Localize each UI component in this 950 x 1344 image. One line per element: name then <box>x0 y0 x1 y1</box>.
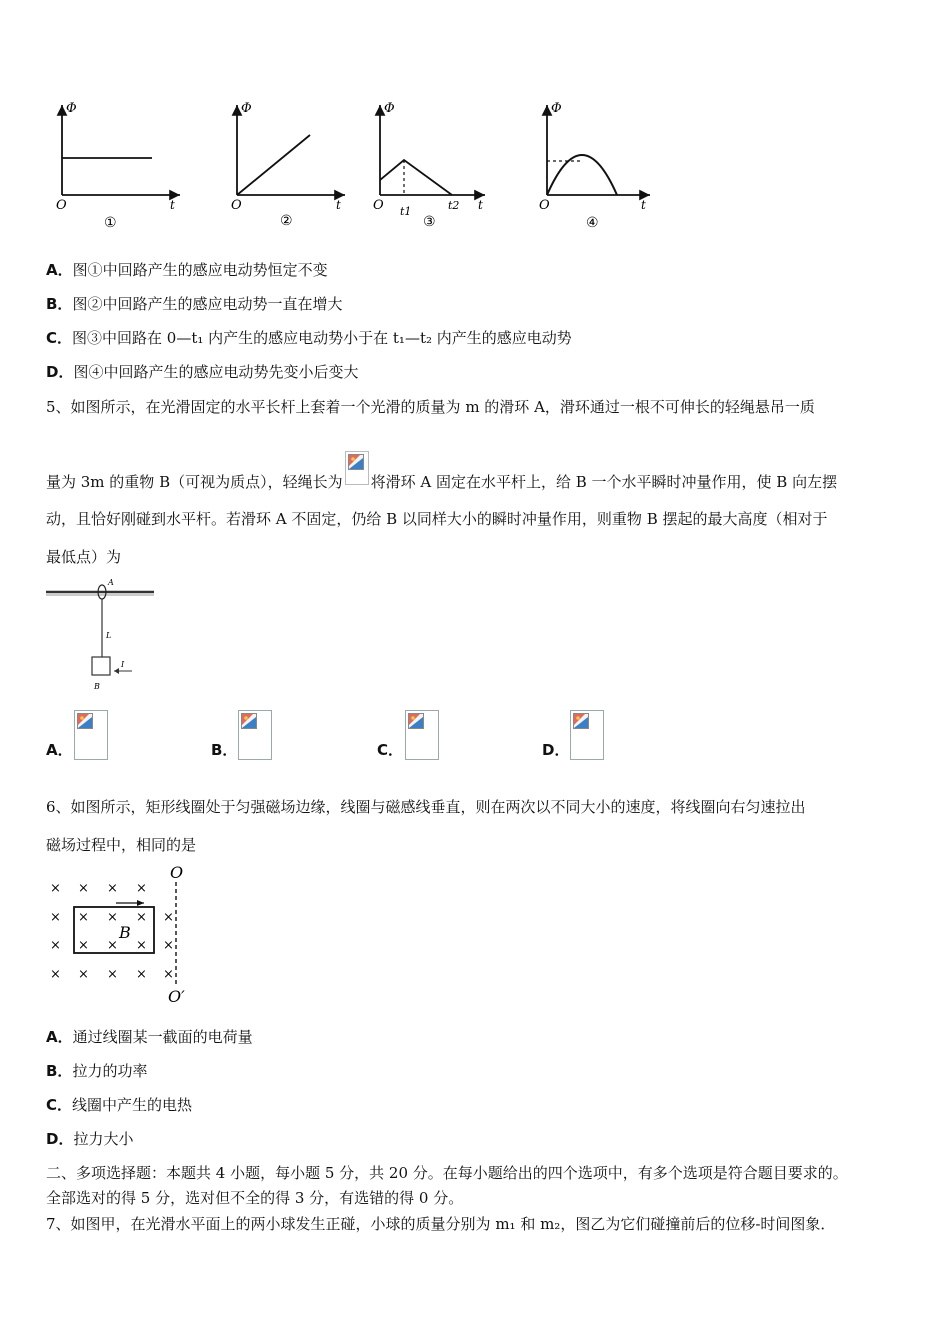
broken-image-icon <box>573 713 589 729</box>
formula-image-placeholder <box>345 451 369 485</box>
graph-3-phi: Φ <box>384 101 395 116</box>
q6-option-c-label: C． <box>46 1096 73 1114</box>
q4-option-d-label: D． <box>46 363 74 381</box>
q5-option-d-label: D． <box>542 741 570 759</box>
q6-line-1: 6、如图所示，矩形线圈处于匀强磁场边缘，线圈与磁感线垂直，则在两次以不同大小的速度，将线圈向右匀速拉出 <box>46 798 806 816</box>
graph-2-t: t <box>336 198 341 212</box>
q6-option-b-label: B． <box>46 1062 73 1080</box>
q7-line-1: 7、如图甲，在光滑水平面上的两小球发生正碰，小球的质量分别为 m₁ 和 m₂，图乙为它们碰撞前后的位移-时间图象． <box>46 1215 836 1233</box>
broken-image-icon <box>408 713 424 729</box>
q5-line-2a: 量为 3m 的重物 B（可视为质点），轻绳长为 <box>46 473 343 491</box>
field-cross: × <box>163 967 174 982</box>
field-cross: × <box>78 938 89 953</box>
graph-3-t2: t2 <box>448 199 460 212</box>
q5-line-2 <box>46 459 837 493</box>
q6-option-b-text: 拉力的功率 <box>72 1062 148 1080</box>
flux-graphs-svg <box>40 95 680 235</box>
q5-label-i: I <box>121 660 125 669</box>
q6-line-2: 磁场过程中，相同的是 <box>46 836 197 854</box>
graph-4-t: t <box>641 198 646 212</box>
q4-option-c <box>46 328 572 348</box>
q5-option-c-label: C． <box>377 741 404 759</box>
graph-2 <box>231 101 345 229</box>
broken-image-icon <box>348 454 364 470</box>
q4-option-b-label: B． <box>46 295 73 313</box>
q5-label-b: B <box>94 682 100 691</box>
q6-option-a-label: A． <box>46 1028 73 1046</box>
label-o-prime: O′ <box>168 987 185 1006</box>
q6-figure-svg <box>44 860 204 1010</box>
q6-option-c <box>46 1095 192 1115</box>
field-cross: × <box>78 910 89 925</box>
q4-option-d-text: 图④中回路产生的感应电动势先变小后变大 <box>73 363 359 381</box>
graph-1-t: t <box>170 198 175 212</box>
field-cross: × <box>50 967 61 982</box>
q5-line-1: 5、如图所示，在光滑固定的水平长杆上套着一个光滑的质量为 m 的滑环 A，滑环通过一根不可伸长的轻绳悬吊一质 <box>46 398 815 416</box>
q4-option-a-label: A． <box>46 261 73 279</box>
q4-option-b <box>46 294 342 314</box>
graph-3-t: t <box>478 198 483 212</box>
q5-label-l: L <box>106 631 112 640</box>
label-o: O <box>170 863 184 882</box>
q6-option-d <box>46 1129 133 1149</box>
q6-figure <box>44 860 204 1010</box>
q4-option-a-text: 图①中回路产生的感应电动势恒定不变 <box>72 261 328 279</box>
graph-2-phi: Φ <box>241 101 252 116</box>
graph-4 <box>539 101 650 231</box>
graph-1-phi: Φ <box>66 101 77 116</box>
q5-figure <box>44 575 164 695</box>
q6-option-d-label: D． <box>46 1130 74 1148</box>
graph-4-origin: O <box>539 198 550 213</box>
q5-line-2b: 将滑环 A 固定在水平杆上，给 B 一个水平瞬时冲量作用，使 B 向左摆 <box>370 473 838 491</box>
q5-option-c-image <box>405 710 439 760</box>
broken-image-icon <box>77 713 93 729</box>
q5-label-a: A <box>108 578 114 587</box>
q5-option-d <box>542 739 569 760</box>
q5-line-3: 动，且恰好刚碰到水平杆。若滑环 A 不固定，仍给 B 以同样大小的瞬时冲量作用，则重物 B 摆起的最大高度（相对于 <box>46 510 828 528</box>
graph-3 <box>373 101 485 230</box>
q4-option-c-text: 图③中回路在 0—t₁ 内产生的感应电动势小于在 t₁—t₂ 内产生的感应电动势 <box>72 329 572 347</box>
q5-option-a-label: A． <box>46 741 73 759</box>
field-cross: × <box>50 910 61 925</box>
q5-option-b-image <box>238 710 272 760</box>
graph-3-t1: t1 <box>400 205 412 218</box>
q6-option-b <box>46 1061 147 1081</box>
section-2-line-1: 二、多项选择题：本题共 4 小题，每小题 5 分，共 20 分。在每小题给出的四个选项中，有多个选项是符合题目要求的。 <box>46 1164 848 1182</box>
flux-graphs <box>40 95 680 235</box>
field-cross: × <box>136 938 147 953</box>
field-cross: × <box>78 881 89 896</box>
q6-option-a <box>46 1027 253 1047</box>
graph-3-origin: O <box>373 198 384 213</box>
graph-1-origin: O <box>56 198 67 213</box>
field-cross: × <box>78 967 89 982</box>
q5-option-a <box>46 739 73 760</box>
graph-2-caption: ② <box>280 213 293 229</box>
field-cross: × <box>107 910 118 925</box>
q6-option-a-text: 通过线圈某一截面的电荷量 <box>72 1028 253 1046</box>
graph-3-line <box>380 160 452 195</box>
broken-image-icon <box>241 713 257 729</box>
field-cross: × <box>50 881 61 896</box>
field-cross: × <box>107 881 118 896</box>
q5-line-4: 最低点）为 <box>46 548 122 566</box>
q5-option-c <box>377 739 403 760</box>
graph-4-caption: ④ <box>586 215 599 231</box>
q4-option-c-label: C． <box>46 329 73 347</box>
field-cross: × <box>163 910 174 925</box>
field-cross: × <box>107 967 118 982</box>
graph-2-line <box>237 135 310 195</box>
graph-2-origin: O <box>231 198 242 213</box>
field-cross: × <box>136 967 147 982</box>
section-2-line-2: 全部选对的得 5 分，选对但不全的得 3 分，有选错的得 0 分。 <box>46 1189 464 1207</box>
field-cross: × <box>136 910 147 925</box>
field-cross: × <box>136 881 147 896</box>
q6-option-d-text: 拉力大小 <box>73 1130 134 1148</box>
q5-option-b-label: B． <box>211 741 238 759</box>
graph-1 <box>56 101 180 231</box>
label-b: B <box>119 923 131 942</box>
q4-option-a <box>46 260 328 280</box>
q5-figure-svg <box>44 575 164 695</box>
q4-option-b-text: 图②中回路产生的感应电动势一直在增大 <box>72 295 343 313</box>
q6-option-c-text: 线圈中产生的电热 <box>72 1096 193 1114</box>
graph-3-caption: ③ <box>423 214 436 230</box>
q5-option-b <box>211 739 237 760</box>
q5-option-d-image <box>570 710 604 760</box>
field-cross: × <box>163 938 174 953</box>
weight-b <box>92 657 110 675</box>
q4-option-d <box>46 362 358 382</box>
field-cross: × <box>50 938 61 953</box>
graph-4-phi: Φ <box>551 101 562 116</box>
graph-1-caption: ① <box>104 215 117 231</box>
q5-option-a-image <box>74 710 108 760</box>
field-cross: × <box>107 938 118 953</box>
